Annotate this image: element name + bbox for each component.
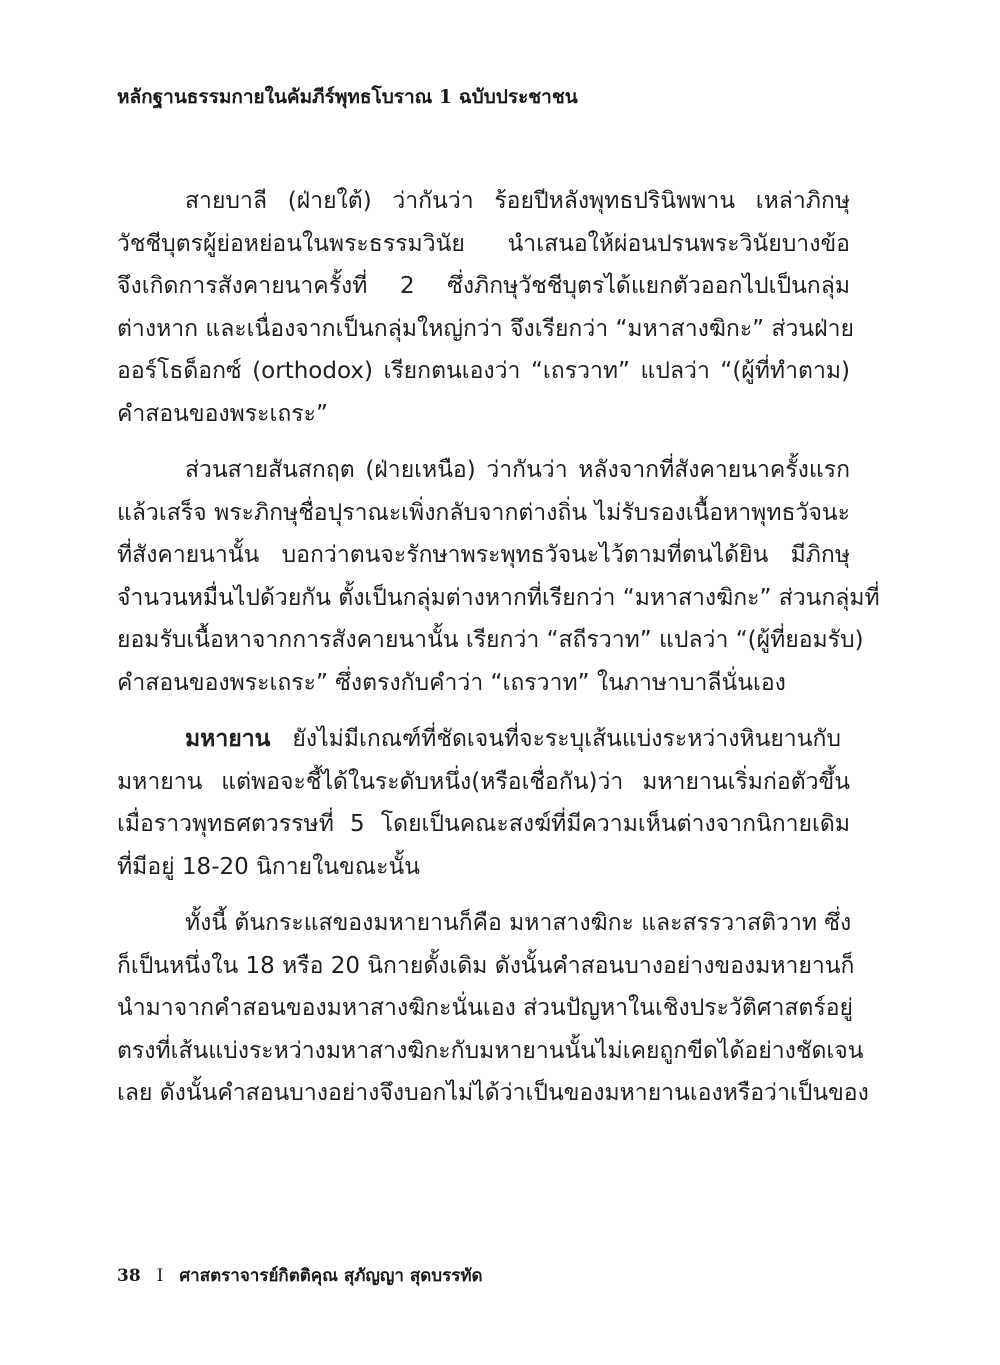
text-line: คำสอนของพระเถระ” ซึ่งตรงกับคำว่า “เถรวาท” ในภาษาบาลีนั่นเอง: [117, 669, 786, 696]
footer-separator: I: [156, 1266, 164, 1286]
text-line: ยอมรับเนื้อหาจากการสังคายนานั้น เรียกว่า “สถีรวาท” แปลว่า “(ผู้ที่ยอมรับ): [117, 627, 864, 653]
text-line: ส่วนสายสันสกฤต (ฝ่ายเหนือ) ว่ากันว่า หลังจากที่สังคายนาครั้งแรก: [185, 457, 850, 483]
paragraph-sanskrit: [117, 449, 880, 704]
text-line: จำนวนหมื่นไปด้วยกัน ตั้งเป็นกลุ่มต่างหากที่เรียกว่า “มหาสางฆิกะ” ส่วนกลุ่มที่: [117, 584, 880, 611]
text-line: เลย ดังนั้นคำสอนบางอย่างจึงบอกไม่ได้ว่าเป็นของมหายานเองหรือว่าเป็นของ: [117, 1080, 869, 1106]
text-line: มหายาน แต่พอจะชี้ได้ในระดับหนึ่ง(หรือเชื่อกัน)ว่า มหายานเริ่มก่อตัวขึ้น: [117, 768, 850, 795]
text-line: ที่สังคายนานั้น บอกว่าตนจะรักษาพระพุทธวัจนะไว้ตามที่ตนได้ยิน มีภิกษุ: [117, 542, 850, 568]
page-footer: [117, 1262, 483, 1289]
text-line: ออร์โธด็อกซ์ (orthodox) เรียกตนเองว่า “เถรวาท” แปลว่า “(ผู้ที่ทำตาม): [117, 358, 850, 384]
text-line: ที่มีอยู่ 18-20 นิกายในขณะนั้น: [117, 853, 420, 880]
paragraph-origins: [117, 902, 869, 1115]
text-line: ต่างหาก และเนื่องจากเป็นกลุ่มใหญ่กว่า จึงเรียกว่า “มหาสางฆิกะ” ส่วนฝ่าย: [117, 315, 854, 342]
text-line: ก็เป็นหนึ่งใน 18 หรือ 20 นิกายดั้งเดิม ดังนั้นคำสอนบางอย่างของมหายานก็: [117, 952, 855, 979]
text-line: มหายาน ยังไม่มีเกณฑ์ที่ชัดเจนที่จะระบุเส้นแบ่งระหว่างหินยานกับ: [117, 718, 850, 761]
author-name: ศาสตราจารย์กิตติคุณ สุภัญญา สุดบรรทัด: [179, 1266, 483, 1286]
text-line: คำสอนของพระเถระ”: [117, 400, 328, 427]
body-text: [117, 180, 880, 1129]
text-line: นำมาจากคำสอนของมหาสางฆิกะนั่นเอง ส่วนปัญหาในเชิงประวัติศาสตร์อยู่: [117, 995, 853, 1021]
text-line: จึงเกิดการสังคายนาครั้งที่ 2 ซึ่งภิกษุวัชชีบุตรได้แยกตัวออกไปเป็นกลุ่ม: [117, 273, 850, 299]
running-head: หลักฐานธรรมกายในคัมภีร์พุทธโบราณ 1 ฉบับประชาชน: [117, 86, 578, 108]
text-line: สายบาลี (ฝ่ายใต้) ว่ากันว่า ร้อยปีหลังพุทธปรินิพพาน เหล่าภิกษุ: [185, 188, 850, 214]
text-line: เมื่อราวพุทธศตวรรษที่ 5 โดยเป็นคณะสงฆ์ที่มีความเห็นต่างจากนิกายเดิม: [117, 811, 850, 837]
paragraph-pali: [117, 180, 854, 435]
paragraph-mahayana: [117, 718, 850, 888]
page-number: 38: [117, 1266, 141, 1286]
text-line: ทั้งนี้ ต้นกระแสของมหายานก็คือ มหาสางฆิกะ และสรรวาสติวาท ซึ่ง: [185, 910, 852, 936]
text-line: แล้วเสร็จ พระภิกษุชื่อปุราณะเพิ่งกลับจากต่างถิ่น ไม่รับรองเนื้อหาพุทธวัจนะ: [117, 499, 850, 526]
text-line: ตรงที่เส้นแบ่งระหว่างมหาสางฆิกะกับมหายานนั้นไม่เคยถูกขีดได้อย่างชัดเจน: [117, 1037, 864, 1064]
text-line: วัชชีบุตรผู้ย่อหย่อนในพระธรรมวินัย นำเสนอให้ผ่อนปรนพระวินัยบางข้อ: [117, 230, 850, 257]
mahayana-heading: มหายาน: [185, 726, 271, 752]
